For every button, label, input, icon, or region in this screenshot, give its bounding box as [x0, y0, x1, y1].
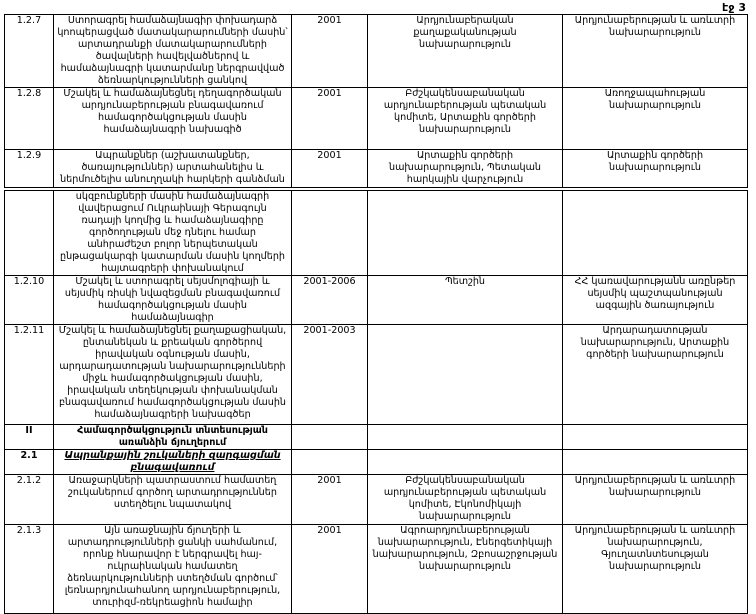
- cell-num: 1.2.7: [5, 15, 54, 88]
- cell-period: 2001: [292, 15, 368, 88]
- cell-task: Առաջարկների պատրաստում համատեղ շուկաներում գործող արտադրություններ ստեղծելու նպատակով: [54, 475, 292, 525]
- cell-period: 2001: [292, 475, 368, 525]
- cell-co: [368, 450, 563, 475]
- cell-task: Մշակել և համաձայնեցնել դեղագործական արդյունաբերության բնագավառում համագործակցության մասին համաձայնագրի նախագիծ: [54, 88, 292, 150]
- table-row: [5, 425, 748, 450]
- cell-resp: Արդյունաբերության և առևտրի նախարարություն: [563, 15, 748, 88]
- cell-period: [292, 425, 368, 450]
- cell-num: 1.2.8: [5, 88, 54, 150]
- cell-resp: [563, 450, 748, 475]
- cell-resp: Արտաքին գործերի նախարարություն: [563, 150, 748, 188]
- table-row: [5, 15, 748, 88]
- table-row: [5, 475, 748, 525]
- cell-period: 2001: [292, 525, 368, 614]
- cell-task: Ապրանքներ (աշխատանքներ, ծառայություններ) արտահանելիս և ներմուծելիս անուղղակի հարկերի գանձման: [54, 150, 292, 188]
- cell-resp: Արդյունաբերության և առևտրի նախարարություն: [563, 475, 748, 525]
- cell-co: [368, 325, 563, 425]
- cell-num: 1.2.9: [5, 150, 54, 188]
- cell-co: [368, 191, 563, 276]
- cell-co: [368, 425, 563, 450]
- cell-co: Արտաքին գործերի նախարարություն, Պետական հարկային վարչություն: [368, 150, 563, 188]
- table-row: [5, 276, 748, 325]
- cell-num: II: [5, 425, 54, 450]
- cell-task: Մշակել և ստորագրել սեյսմոլոգիայի և սեյսմիկ ռիսկի նվազեցման բնագավառում համագործակցության մասին համաձայնագիր: [54, 276, 292, 325]
- cell-task: սկզբունքների մասին համաձայնագրի վավերացում Ուկրաինայի Գերագույն ռադայի կողմից և համաձայնագիրը գործողության մեջ դնելու համար անհրաժեշտ բոլոր ներպետական ընթացակարգի կատարման մասին կողմերի հայտագրերի փոխանակում: [54, 191, 292, 276]
- cell-co: Ագրոարդյունաբերության նախարարություն, Էներգետիկայի նախարարություն, Զբոսաշրջության նախարարություն: [368, 525, 563, 614]
- cell-co: Բժշկակենսաբանական արդյունաբերության պետական կոմիտե, Արտաքին գործերի նախարարություն: [368, 88, 563, 150]
- table-row: [5, 450, 748, 475]
- cell-task: Ստորագրել համաձայնագիր փոխադարձ կոոպերացված մատակարարումների մասին՝ արտադրանքի մատակարարումների ծավալների հավելվածներով և համաձայնագրի կատարմանը ներգրավված ձեռնարկությունների ցանկով: [54, 15, 292, 88]
- cell-num: 2.1.2: [5, 475, 54, 525]
- table-row: [5, 88, 748, 150]
- cell-resp: Արդյունաբերության և առևտրի նախարարություն, Գյուղատնտեսության նախարարություն: [563, 525, 748, 614]
- cell-period: 2001-2003: [292, 325, 368, 425]
- cell-co: Պետշին: [368, 276, 563, 325]
- cell-task: Ապրանքային շուկաների զարգացման բնագավառում: [54, 450, 292, 475]
- cell-resp: [563, 191, 748, 276]
- page-number: էջ 3: [722, 1, 746, 14]
- cell-period: 2001: [292, 150, 368, 188]
- cell-task: Մշակել և համաձայնեցնել քաղաքացիական, ընտանեկան և քրեական գործերով իրավական օգնության մասին, արդարադատության նախարարությունների միջև համագործակցության մասին, իրավական տեղեկության փոխանակման բնագավառում համագործակցության մասին համաձայնագրերի նախագծեր: [54, 325, 292, 425]
- table-row: [5, 325, 748, 425]
- cell-num: 2.1: [5, 450, 54, 475]
- cell-resp: [563, 425, 748, 450]
- cell-period: 2001: [292, 88, 368, 150]
- cell-co: Բժշկակենսաբանական արդյունաբերության պետական կոմիտե, Էկոնոմիկայի նախարարություն: [368, 475, 563, 525]
- table-row: [5, 191, 748, 276]
- cell-co: Արդյունաբերական քաղաքականության նախարարություն: [368, 15, 563, 88]
- cell-num: 1.2.11: [5, 325, 54, 425]
- cell-task: Այն առաջնային ճյուղերի և արտադրությունների ցանկի սահմանում, որոնք հնարավոր է ներգրավել հայ-ուկրաինական համատեղ ձեռնարկությունների ստեղծման գործում՝ լեռնարդյունահանող արդյունաբերություն, տուրիզմ-ռեկրեացիոն համալիր: [54, 525, 292, 614]
- cell-num: 2.1.3: [5, 525, 54, 614]
- cell-period: [292, 450, 368, 475]
- cell-period: 2001-2006: [292, 276, 368, 325]
- table-row: [5, 525, 748, 614]
- cell-task: Համագործակցություն տնտեսության առանձին ճյուղերում: [54, 425, 292, 450]
- table-row: [5, 150, 748, 188]
- cell-num: 1.2.10: [5, 276, 54, 325]
- cell-resp: Առողջապահության նախարարություն: [563, 88, 748, 150]
- cell-resp: Արդարադատության նախարարություն, Արտաքին գործերի նախարարություն: [563, 325, 748, 425]
- plan-table: [4, 14, 748, 614]
- cell-period: [292, 191, 368, 276]
- cell-num: [5, 191, 54, 276]
- cell-resp: ՀՀ կառավարությանն առընթեր սեյսմիկ պաշտպանության ազգային ծառայություն: [563, 276, 748, 325]
